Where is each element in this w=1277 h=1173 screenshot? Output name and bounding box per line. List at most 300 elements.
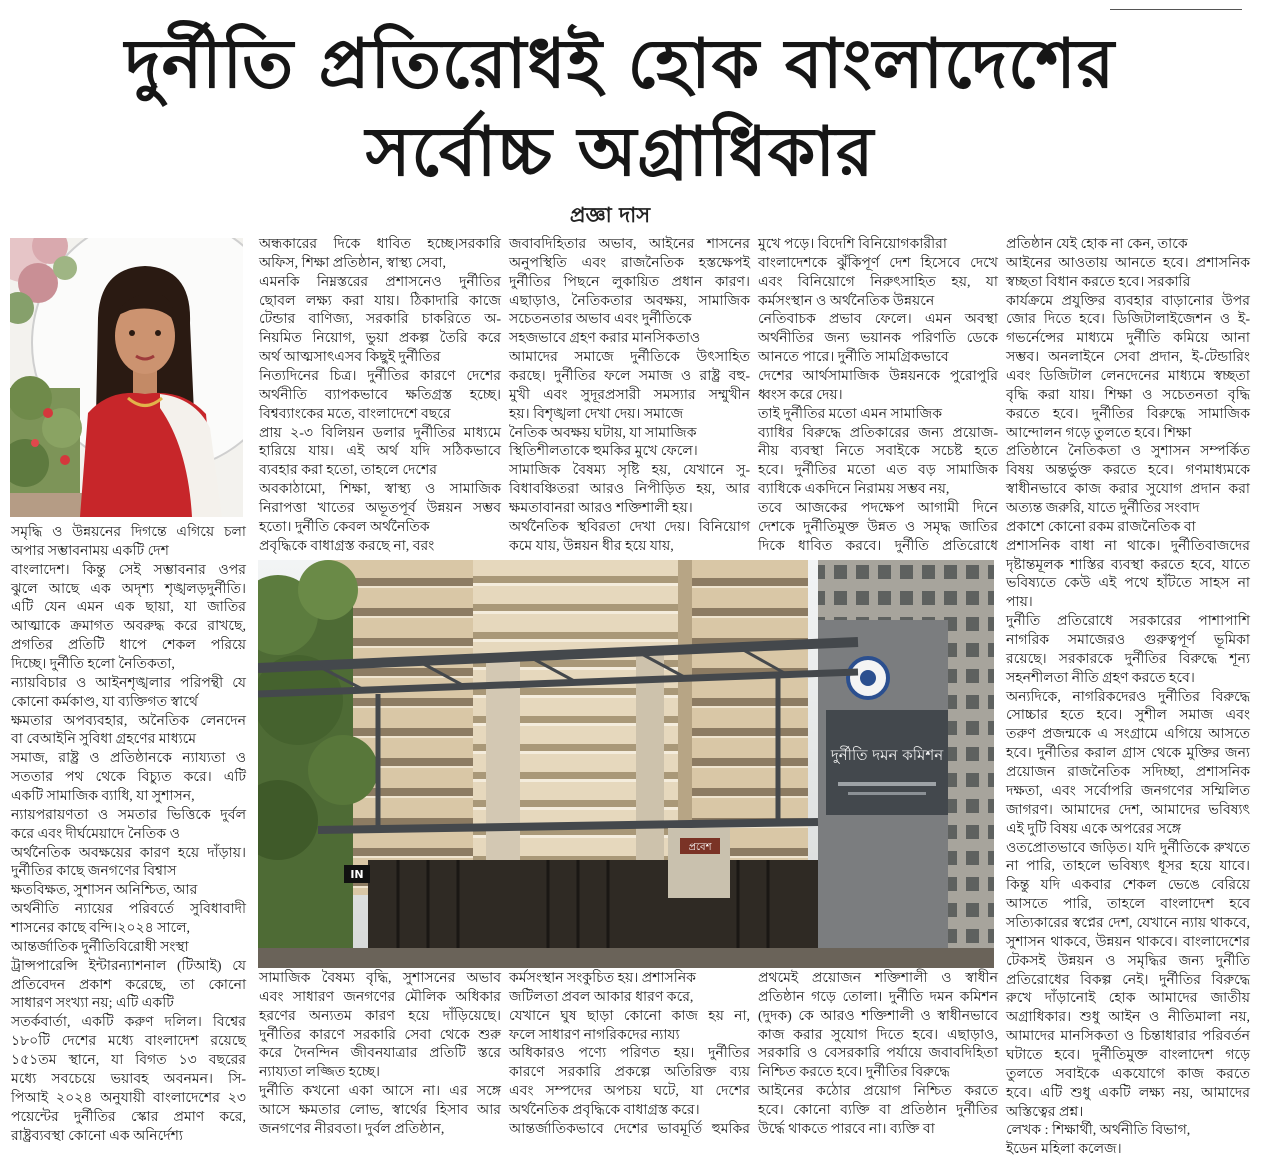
text-line-content: ব্যাধিকে একদিনে নিরাময় সম্ভব নয়, xyxy=(758,482,950,498)
text-line xyxy=(1006,406,1250,425)
top-rule xyxy=(1110,9,1242,10)
text-line xyxy=(259,1102,501,1121)
text-line-content: নিত্যদিনের চিত্র। দুর্নীতির কারণে দেশের xyxy=(259,369,501,385)
text-line xyxy=(1006,821,1250,840)
text-line xyxy=(11,995,246,1014)
text-line-content: সচেতনতার অভাব এবং দুর্নীতিকে xyxy=(509,312,692,328)
text-line-content: কারণে সরকারি প্রকল্পে অতিরিক্ত ব্যয় xyxy=(509,1065,750,1081)
text-line-content: অর্থনৈতিক অবক্ষয়ের কারণ হয়ে দাঁড়ায়। xyxy=(11,845,246,861)
text-line-content: করছে। দুর্নীতির ফলে সমাজ ও রাষ্ট্র বহু- xyxy=(509,369,750,385)
text-line-content: অপার সম্ভাবনাময় একটি দেশ xyxy=(11,543,169,559)
text-line xyxy=(259,443,501,462)
text-line-content: বাংলাদেশ। কিন্তু সেই সম্ভাবনার ওপর xyxy=(11,562,246,578)
text-line xyxy=(509,349,750,368)
headline-line-2-text: সর্বোচ্চ অগ্রাধিকার xyxy=(365,113,875,192)
text-line-content: নীয় ব্যবস্থা নিতে সবাইকে সচেষ্ট হতে xyxy=(758,444,998,460)
text-line-content: জোর দিতে হবে। ডিজিটালাইজেশন ও ই- xyxy=(1006,312,1250,328)
text-line-content: মুখে পড়ে। বিদেশি বিনিয়োগকারীরা xyxy=(758,237,947,252)
text-line-content: প্রতিষ্ঠানে নৈতিকতা ও সুশাসন সম্পর্কিত xyxy=(1006,444,1250,460)
text-line-content: প্রথমেই প্রয়োজন শক্তিশালী ও স্বাধীন xyxy=(758,971,998,986)
text-line xyxy=(259,293,501,312)
text-line-content: দিকে ধাবিত করবে। দুর্নীতি প্রতিরোধে xyxy=(758,538,998,554)
text-line xyxy=(259,481,501,500)
text-line xyxy=(758,989,998,1008)
text-line-content: প্রবৃদ্ধিকে বাধাগ্রস্ত করছে না, বরং xyxy=(259,538,435,554)
text-line xyxy=(758,255,998,274)
text-line-content: প্রশাসনিক বাধা না থাকে। দুর্নীতিবাজদের xyxy=(1006,538,1250,554)
text-line-content: আমাদের সমাজে দুর্নীতিকে উৎসাহিত xyxy=(509,350,750,366)
text-line-content: লেখক : শিক্ষার্থী, অর্থনীতি বিভাগ, xyxy=(1006,1123,1191,1139)
text-line-content: বা বেআইনি সুবিধা গ্রহণের মাধ্যমে xyxy=(11,732,197,748)
text-line-content: পয়েন্টের দুর্নীতির স্কোর প্রমাণ করে, xyxy=(11,1109,246,1125)
text-line xyxy=(259,538,501,557)
author-byline xyxy=(490,200,730,230)
text-line-content: রয়েছে। সরকারকে দুর্নীতির বিরুদ্ধে শূন্য xyxy=(1006,651,1250,667)
column-4-bottom-text xyxy=(758,970,998,1140)
text-line-content: সম্ভব। অনলাইনে সেবা প্রদান, ই-টেন্ডারিং xyxy=(1006,350,1250,366)
text-line xyxy=(1006,481,1250,500)
text-line xyxy=(509,387,750,406)
text-line xyxy=(259,330,501,349)
text-line xyxy=(1006,255,1250,274)
text-line-content: হতো। দুর্নীতি কেবল অর্থনৈতিক xyxy=(259,519,430,535)
headline xyxy=(60,14,1180,204)
text-line xyxy=(758,330,998,349)
text-line-content: ব্যবহার করা হতো, তাহলে দেশের xyxy=(259,463,437,479)
text-line-content: অবকাঠামো, শিক্ষা, স্বাস্থ্য ও সামাজিক xyxy=(259,482,501,498)
text-line-content: সুশাসন থাকবে, উন্নয়ন থাকবে। বাংলাদেশের xyxy=(1006,934,1250,950)
text-line xyxy=(758,1102,998,1121)
text-line-content: দুর্নীতির কাছে জনগণের বিশ্বাস xyxy=(11,864,177,880)
text-line xyxy=(758,311,998,330)
text-line xyxy=(11,939,246,958)
text-line-content: তবে আজকের পদক্ষেপ আগামী দিনে xyxy=(758,501,998,517)
text-line-content: আইনের আওতায় আনতে হবে। প্রশাসনিক xyxy=(1006,255,1250,271)
text-line-content: এই দুটি বিষয় একে অপরের সঙ্গে xyxy=(1006,821,1182,837)
text-line-content: এবং সাধারণ জনগণের মৌলিক অধিকার xyxy=(259,989,501,1005)
text-line xyxy=(1006,915,1250,934)
text-line xyxy=(1006,764,1250,783)
text-line xyxy=(1006,1028,1250,1047)
text-line-content: স্থিতিশীলতাকে হুমকির মুখে ফেলে। xyxy=(509,444,698,460)
text-line-content: জবাবদিহিতার অভাব, আইনের শাসনের xyxy=(509,237,750,252)
text-line-content: ক্ষতবিক্ষত, সুশাসন অনিশ্চিত, আর xyxy=(11,883,198,899)
text-line xyxy=(509,989,750,1008)
text-line-content: প্রায় ২-৩ বিলিয়ন ডলার দুর্নীতির মাধ্যমে xyxy=(259,425,501,441)
text-line xyxy=(1006,330,1250,349)
text-line xyxy=(758,538,998,557)
text-line-content: বিশ্বব্যাংকের মতে, বাংলাদেশে বছরে xyxy=(259,406,451,422)
text-line xyxy=(259,387,501,406)
headline-line-1-text: দুর্নীতি প্রতিরোধই হোক বাংলাদেশের xyxy=(124,25,1116,104)
text-line-content: প্রগতির প্রতিটি ধাপে শেকল পরিয়ে xyxy=(11,638,246,654)
text-line-content: অর্থনীতি ন্যায়ের পরিবর্তে সুবিধাবাদী xyxy=(11,902,246,918)
text-line xyxy=(758,443,998,462)
text-line xyxy=(1006,519,1250,538)
text-line-content: অফিস, শিক্ষা প্রতিষ্ঠান, স্বাস্থ্য সেবা, xyxy=(259,255,446,271)
text-line-content: মধ্যে সবচেয়ে ভয়াবহ অবনমন। সি- xyxy=(11,1071,246,1087)
text-line-content: (দুদক) কে আরও শক্তিশালী ও স্বাধীনভাবে xyxy=(758,1008,998,1024)
text-line-content: আন্দোলন গড়ে তুলতে হবে। শিক্ষা xyxy=(1006,425,1192,441)
text-line-content: তাই দুর্নীতির মতো এমন সামাজিক xyxy=(758,406,942,422)
text-line xyxy=(259,1083,501,1102)
text-line xyxy=(259,368,501,387)
text-line xyxy=(1006,443,1250,462)
text-line-content: স্বাধীনভাবে কাজ করার সুযোগ প্রদান করা xyxy=(1006,482,1250,498)
text-line-content: প্রতিরোধের বিকল্প নেই। দুর্নীতির বিরুদ্ধে xyxy=(1006,972,1250,988)
text-line-content: হারিয়ে যায়। এই অর্থ যদি সঠিকভাবে xyxy=(259,444,501,460)
text-line xyxy=(11,920,246,939)
text-line xyxy=(11,845,246,864)
headline-line-2 xyxy=(60,110,1180,196)
text-line xyxy=(758,500,998,519)
text-line xyxy=(509,293,750,312)
text-line-content: নৈতিক অবক্ষয় ঘটায়, যা সামাজিক xyxy=(509,425,697,441)
text-line-content: মুখী এবং সুদূরপ্রসারী সমস্যার সম্মুখীন xyxy=(509,387,750,403)
text-line xyxy=(11,1090,246,1109)
text-line-content: এছাড়াও, নৈতিকতার অবক্ষয়, সামাজিক xyxy=(509,293,750,309)
text-line-content: অর্থনৈতিক প্রবৃদ্ধিকে বাধাগ্রস্ত করে। xyxy=(509,1103,700,1119)
text-line xyxy=(259,1008,501,1027)
column-3-top-text xyxy=(509,236,750,557)
text-line-content: ঘটাতে হবে। দুর্নীতিমুক্ত বাংলাদেশ গড়ে xyxy=(1006,1047,1250,1063)
text-line xyxy=(509,274,750,293)
text-line-content: সত্যিকারের স্বপ্নের দেশ, যেখানে ন্যায় থাকবে, xyxy=(1006,915,1250,931)
text-line xyxy=(11,599,246,618)
text-line-content: ১৮০টি দেশের মধ্যে বাংলাদেশ রয়েছে xyxy=(11,1034,246,1050)
text-line-content: অন্ধকারের দিকে ধাবিত হচ্ছে।সরকারি xyxy=(259,237,501,252)
text-line-content: পিআই ২০২৪ অনুযায়ী বাংলাদেশের ২৩ xyxy=(11,1090,246,1106)
text-line-content: উর্দ্ধে থাকতে পারবে না। ব্যক্তি বা xyxy=(758,1121,935,1137)
author-photo-illustration xyxy=(10,238,243,517)
text-line xyxy=(758,274,998,293)
text-line xyxy=(758,519,998,538)
text-line xyxy=(1006,972,1250,991)
text-line xyxy=(758,406,998,425)
text-line-content: জাগরণ। আমাদের দেশ, আমাদের ভবিষ্যৎ xyxy=(1006,802,1250,818)
text-line-content: প্রতিবেদন প্রকাশ করেছে, তা কোনো xyxy=(11,977,246,993)
column-3-bottom-text xyxy=(509,970,750,1140)
text-line-content: ইডেন মহিলা কলেজ। xyxy=(1006,1142,1122,1158)
text-line-content: ওতপ্রোতভাবে জড়িত। যদি দুর্নীতিকে রুখতে xyxy=(1006,840,1250,856)
text-line-content: কার্যক্রমে প্রযুক্তির ব্যবহার বাড়ানোর উপর xyxy=(1006,293,1250,309)
text-line xyxy=(11,901,246,920)
text-line-content: করতে হবে। দুর্নীতির বিরুদ্ধে সামাজিক xyxy=(1006,406,1250,422)
text-line xyxy=(11,524,246,543)
text-line-content: বাংলাদেশকে ঝুঁকিপূর্ণ দেশ হিসেবে দেখে xyxy=(758,255,998,271)
text-line xyxy=(758,462,998,481)
text-line-content: ফলে সাধারণ নাগরিকদের ন্যায্য xyxy=(509,1027,680,1043)
text-line xyxy=(509,1008,750,1027)
text-line xyxy=(758,970,998,989)
text-line xyxy=(11,581,246,600)
text-line xyxy=(1006,670,1250,689)
text-line-content: এবং বিনিয়োগে নিরুৎসাহিত হয়, যা xyxy=(758,274,998,290)
text-line xyxy=(509,406,750,425)
text-line-content: আনতে পারে। দুর্নীতি সামগ্রিকভাবে xyxy=(758,350,949,366)
text-line-content: সহজভাবে গ্রহণ করার মানসিকতাও xyxy=(509,331,701,347)
text-line xyxy=(259,274,501,293)
text-line xyxy=(1006,274,1250,293)
column-2-top-text xyxy=(259,236,501,557)
text-line xyxy=(1006,990,1250,1009)
text-line xyxy=(1006,368,1250,387)
text-line xyxy=(509,481,750,500)
text-line xyxy=(758,1083,998,1102)
text-line xyxy=(11,863,246,882)
text-line-content: নিশ্চিত করতে হবে। দুর্নীতির বিরুদ্ধে xyxy=(758,1065,950,1081)
text-line xyxy=(259,500,501,519)
author-name: প্রজ্ঞা দাস xyxy=(569,203,651,227)
commission-building-illustration xyxy=(258,560,994,968)
text-line-content: কিন্তু যদি একবার শেকল ভেঙে বেরিয়ে xyxy=(1006,878,1250,894)
text-line-content: দেশের আর্থসামাজিক উন্নয়নকে পুরোপুরি xyxy=(758,369,998,385)
text-line xyxy=(758,368,998,387)
garden-plants xyxy=(10,376,85,517)
text-line-content: জনগণের নীরবতা। দুর্বল প্রতিষ্ঠান, xyxy=(259,1121,445,1137)
text-line-content: প্রয়োজন রাজনৈতিক সদিচ্ছা, প্রশাসনিক xyxy=(1006,765,1250,781)
text-line-content: ১৫১তম স্থানে, যা বিগত ১৩ বছরের xyxy=(11,1053,246,1069)
text-line xyxy=(11,618,246,637)
text-line-content: হবে। কোনো ব্যক্তি বা প্রতিষ্ঠান দুর্নীতির xyxy=(758,1103,998,1119)
text-line-content: টেকসই উন্নয়ন ও সমৃদ্ধির জন্য দুর্নীতি xyxy=(1006,953,1250,969)
text-line-content: কাজ করার সুযোগ দিতে হবে। এছাড়াও, xyxy=(758,1027,998,1043)
text-line xyxy=(509,1121,750,1140)
text-line-content: হয়। বিশৃঙ্খলা দেখা দেয়। সমাজে xyxy=(509,406,684,422)
text-line xyxy=(1006,1122,1250,1141)
text-line xyxy=(1006,651,1250,670)
text-line xyxy=(1006,500,1250,519)
text-line-content: সমৃদ্ধি ও উন্নয়নের দিগন্তে এগিয়ে চলা xyxy=(11,525,246,540)
text-line-content: সাধারণ সংখ্যা নয়; এটি একটি xyxy=(11,996,174,1012)
text-line-content: নিরাপত্তা খাতের অভূতপূর্ব উন্নয়ন সম্ভব xyxy=(259,501,501,517)
text-line-content: নিয়মিত নিয়োগ, ভুয়া প্রকল্প তৈরি করে xyxy=(259,331,501,347)
text-line xyxy=(259,236,501,255)
text-line-content: দুর্নীতি প্রতিরোধে সরকারের পাশাপাশি xyxy=(1006,614,1250,630)
text-line xyxy=(1006,896,1250,915)
text-line xyxy=(259,1045,501,1064)
text-line-content: ঝুলে আছে এক অদৃশ্য শৃঙ্খলড়দুর্নীতি। xyxy=(11,581,246,597)
text-line xyxy=(509,425,750,444)
text-line-content: আসতে পারি, তাহলে বাংলাদেশ হবে xyxy=(1006,897,1250,913)
text-line xyxy=(1006,462,1250,481)
text-line xyxy=(259,989,501,1008)
text-line-content: বিধাবঞ্চিতরা আরও নিপীড়িত হয়, আর xyxy=(509,482,750,498)
text-line xyxy=(758,387,998,406)
text-line xyxy=(1006,632,1250,651)
headline-line-1 xyxy=(60,22,1180,108)
text-line-content: কর্মসংস্থান ও অর্থনৈতিক উন্নয়নে xyxy=(758,293,935,309)
text-line-content: করে দৈনন্দিন জীবনযাত্রার প্রতিটি স্তরে xyxy=(259,1046,501,1062)
text-line-content: গভর্নেন্সের মাধ্যমে দুর্নীতি কমিয়ে আনা xyxy=(1006,331,1250,347)
text-line-content: দুর্নীতির পিছনে লুকায়িত প্রধান কারণ। xyxy=(509,274,750,290)
text-line-content: বিষয় অন্তর্ভুক্ত করতে হবে। গণমাধ্যমকে xyxy=(1006,463,1250,479)
text-line-content: রুখে দাঁড়ানোই হোক আমাদের জাতীয় xyxy=(1006,991,1250,1007)
text-line xyxy=(1006,387,1250,406)
main-building xyxy=(328,560,808,895)
text-line xyxy=(1006,783,1250,802)
text-line-content: কমে যায়, উন্নয়ন ধীর হয়ে যায়, xyxy=(509,538,674,554)
text-line-content: অধিকারও পণ্যে পরিণত হয়। দুর্নীতির xyxy=(509,1046,750,1062)
text-line xyxy=(11,977,246,996)
text-line xyxy=(11,1014,246,1033)
text-line-content: ছোবল লক্ষ্য করা যায়। ঠিকাদারি কাজে xyxy=(259,293,501,309)
text-line xyxy=(259,1121,501,1140)
text-line-content: রাষ্ট্রব্যবস্থা কোনো এক অনির্দেশ্য xyxy=(11,1128,183,1144)
sign-text: দুর্নীতি দমন কমিশন xyxy=(830,746,944,764)
text-line xyxy=(758,1121,998,1140)
text-line xyxy=(1006,425,1250,444)
text-line-content: অগ্রাধিকার। শুধু আইন ও নীতিমালা নয়, xyxy=(1006,1010,1250,1026)
text-line xyxy=(509,255,750,274)
text-line xyxy=(1006,1047,1250,1066)
text-line-content: সরকারি ও বেসরকারি পর্যায়ে জবাবদিহিতা xyxy=(758,1046,998,1062)
text-line-content: টেন্ডার বাণিজ্য, সরকারি চাকরিতে অ- xyxy=(259,312,501,328)
text-line xyxy=(1006,689,1250,708)
text-line-content: সহনশীলতা নীতি গ্রহণ করতে হবে। xyxy=(1006,670,1195,686)
text-line-content: সতর্কবার্তা, একটি করুণ দলিল। বিশ্বের xyxy=(11,1015,246,1031)
text-line xyxy=(11,882,246,901)
text-line-content: ক্ষমতাবানরা আরও শক্তিশালী হয়। xyxy=(509,501,693,517)
text-line-content: ধ্বংস করে দেয়। xyxy=(758,387,843,403)
commission-building-photo xyxy=(258,560,994,968)
text-line-content: শাসনের কাছে বন্দি।২০২৪ সালে, xyxy=(11,921,191,937)
text-line xyxy=(1006,1104,1250,1123)
text-line-content: হবে। দুর্নীতির করাল গ্রাস থেকে মুক্তির জন্য xyxy=(1006,746,1250,762)
text-line xyxy=(1006,858,1250,877)
text-line xyxy=(11,1033,246,1052)
text-line-content: সামাজিক বৈষম্য বৃদ্ধি, সুশাসনের অভাব xyxy=(259,971,501,986)
text-line-content: প্রকাশে কোনো রকম রাজনৈতিক বা xyxy=(1006,519,1196,535)
text-line xyxy=(259,311,501,330)
text-line xyxy=(11,713,246,732)
text-line xyxy=(1006,575,1250,594)
text-line-content: হবে। এটি শুধু একটি লক্ষ্য নয়, আমাদের xyxy=(1006,1085,1250,1101)
text-line-content: প্রতিষ্ঠান গড়ে তোলা। দুর্নীতি দমন কমিশন xyxy=(758,989,998,1005)
text-line xyxy=(1006,293,1250,312)
text-line xyxy=(509,1083,750,1102)
text-line-content: হরণের অন্যতম কারণ হয়ে দাঁড়িয়েছে। xyxy=(259,1008,501,1024)
text-line xyxy=(758,425,998,444)
text-line-content: পায়। xyxy=(1006,595,1033,611)
text-line xyxy=(11,1109,246,1128)
text-line-content: একটি সামাজিক ব্যাধি, যা সুশাসন, xyxy=(11,789,195,805)
text-line xyxy=(11,1128,246,1147)
text-line xyxy=(509,368,750,387)
text-line xyxy=(758,1027,998,1046)
text-line-content: এবং সম্পদের অপচয় ঘটে, যা দেশের xyxy=(509,1084,750,1100)
text-line-content: দুর্নীতি কখনো একা আসে না। এর সঙ্গে xyxy=(259,1084,501,1100)
text-line xyxy=(1006,802,1250,821)
text-line-content: তুলতে সবাইকে একযোগে কাজ করতে xyxy=(1006,1066,1250,1082)
text-line xyxy=(758,236,998,255)
text-line xyxy=(11,731,246,750)
text-line xyxy=(509,1064,750,1083)
text-line xyxy=(758,293,998,312)
text-line-content: করে এবং দীর্ঘমেয়াদে নৈতিক ও xyxy=(11,826,180,842)
text-line-content: সামাজিক বৈষম্য সৃষ্টি হয়, যেখানে সু- xyxy=(509,463,750,479)
text-line xyxy=(509,1027,750,1046)
text-line-content: কর্মসংস্থান সংকুচিত হয়। প্রশাসনিক xyxy=(509,971,696,986)
text-line xyxy=(509,500,750,519)
text-line xyxy=(509,236,750,255)
text-line xyxy=(758,1008,998,1027)
text-line xyxy=(758,1045,998,1064)
text-line-content: প্রতিষ্ঠান যেই হোক না কেন, তাকে xyxy=(1006,237,1188,252)
text-line xyxy=(509,443,750,462)
text-line xyxy=(509,330,750,349)
text-line-content: দেশকে দুর্নীতিমুক্ত উন্নত ও সমৃদ্ধ জাতির xyxy=(758,519,998,535)
text-line-content: ন্যায্যতা লজ্জিত হচ্ছে। xyxy=(259,1065,381,1081)
text-line-content: আন্তর্জাতিকভাবে দেশের ভাবমূর্তি হুমকির xyxy=(509,1121,750,1137)
text-line xyxy=(11,562,246,581)
text-line xyxy=(259,519,501,538)
text-line xyxy=(1006,557,1250,576)
text-line-content: দুর্নীতির কারণে সরকারি সেবা থেকে শুরু xyxy=(259,1027,501,1043)
text-line-content: সোচ্চার হতে হবে। সুশীল সমাজ এবং xyxy=(1006,708,1250,724)
in-sign-text: IN xyxy=(350,868,364,881)
text-line xyxy=(259,1064,501,1083)
text-line xyxy=(1006,934,1250,953)
column-4-top-text xyxy=(758,236,998,557)
text-line-content: অন্যদিকে, নাগরিকদেরও দুর্নীতির বিরুদ্ধে xyxy=(1006,689,1250,705)
text-line xyxy=(1006,1009,1250,1028)
text-line-content: আত্মাকে ক্রমাগত অবরুদ্ধ করে রাখছে, xyxy=(11,619,246,635)
text-line xyxy=(509,538,750,557)
text-line xyxy=(1006,726,1250,745)
text-line-content: অস্তিত্বের প্রশ্ন। xyxy=(1006,1104,1084,1120)
text-line xyxy=(1006,745,1250,764)
text-line xyxy=(509,311,750,330)
text-line xyxy=(259,970,501,989)
text-line-content: ন্যায়বিচার ও আইনশৃঙ্খলার পরিপন্থী যে xyxy=(11,675,246,691)
text-line xyxy=(11,543,246,562)
text-line xyxy=(1006,707,1250,726)
text-line xyxy=(1006,1085,1250,1104)
text-line xyxy=(758,349,998,368)
text-line-content: দৃষ্টান্তমূলক শাস্তির ব্যবস্থা করতে হবে, যাতে xyxy=(1006,557,1250,573)
text-line xyxy=(1006,236,1250,255)
text-line xyxy=(1006,349,1250,368)
text-line xyxy=(1006,1141,1250,1160)
text-line-content: হবে। দুর্নীতির মতো এত বড় সামাজিক xyxy=(758,463,998,479)
text-line xyxy=(11,694,246,713)
text-line-content: অর্থনীতির জন্য ভয়ানক পরিণতি ডেকে xyxy=(758,331,998,347)
text-line-content: ট্রান্সপারেন্সি ইন্টারন্যাশনাল (টিআই) যে xyxy=(11,958,246,974)
text-line-content: সততার পথ থেকে বিচ্যুত করে। এটি xyxy=(11,770,246,786)
text-line-content: না পারি, তাহলে ভবিষ্যৎ ধূসর হয়ে যাবে। xyxy=(1006,859,1250,875)
text-line xyxy=(509,519,750,538)
column-1-text xyxy=(11,524,246,1146)
text-line xyxy=(259,406,501,425)
text-line-content: অত্যন্ত জরুরি, যাতে দুর্নীতির সংবাদ xyxy=(1006,501,1200,517)
text-line xyxy=(1006,877,1250,896)
text-line-content: আসে ক্ষমতার লোভ, স্বার্থের হিসাব আর xyxy=(259,1103,501,1119)
text-line-content: নেতিবাচক প্রভাব ফেলে। এমন অবস্থা xyxy=(758,312,998,328)
text-line xyxy=(11,750,246,769)
text-line xyxy=(11,826,246,845)
text-line xyxy=(11,675,246,694)
text-line-content: তরুণ প্রজন্মকে এ সংগ্রামে এগিয়ে আসতে xyxy=(1006,727,1250,743)
text-line-content: আন্তর্জাতিক দুর্নীতিবিরোধী সংস্থা xyxy=(11,939,189,955)
text-line xyxy=(1006,1066,1250,1085)
text-line xyxy=(11,788,246,807)
text-line xyxy=(11,769,246,788)
text-line-content: কোনো কর্মকাণ্ড, যা ব্যক্তিগত স্বার্থে xyxy=(11,694,198,710)
text-line-content: এটি যেন এমন এক ছায়া, যা জাতির xyxy=(11,600,246,616)
text-line xyxy=(11,1071,246,1090)
text-line xyxy=(259,462,501,481)
